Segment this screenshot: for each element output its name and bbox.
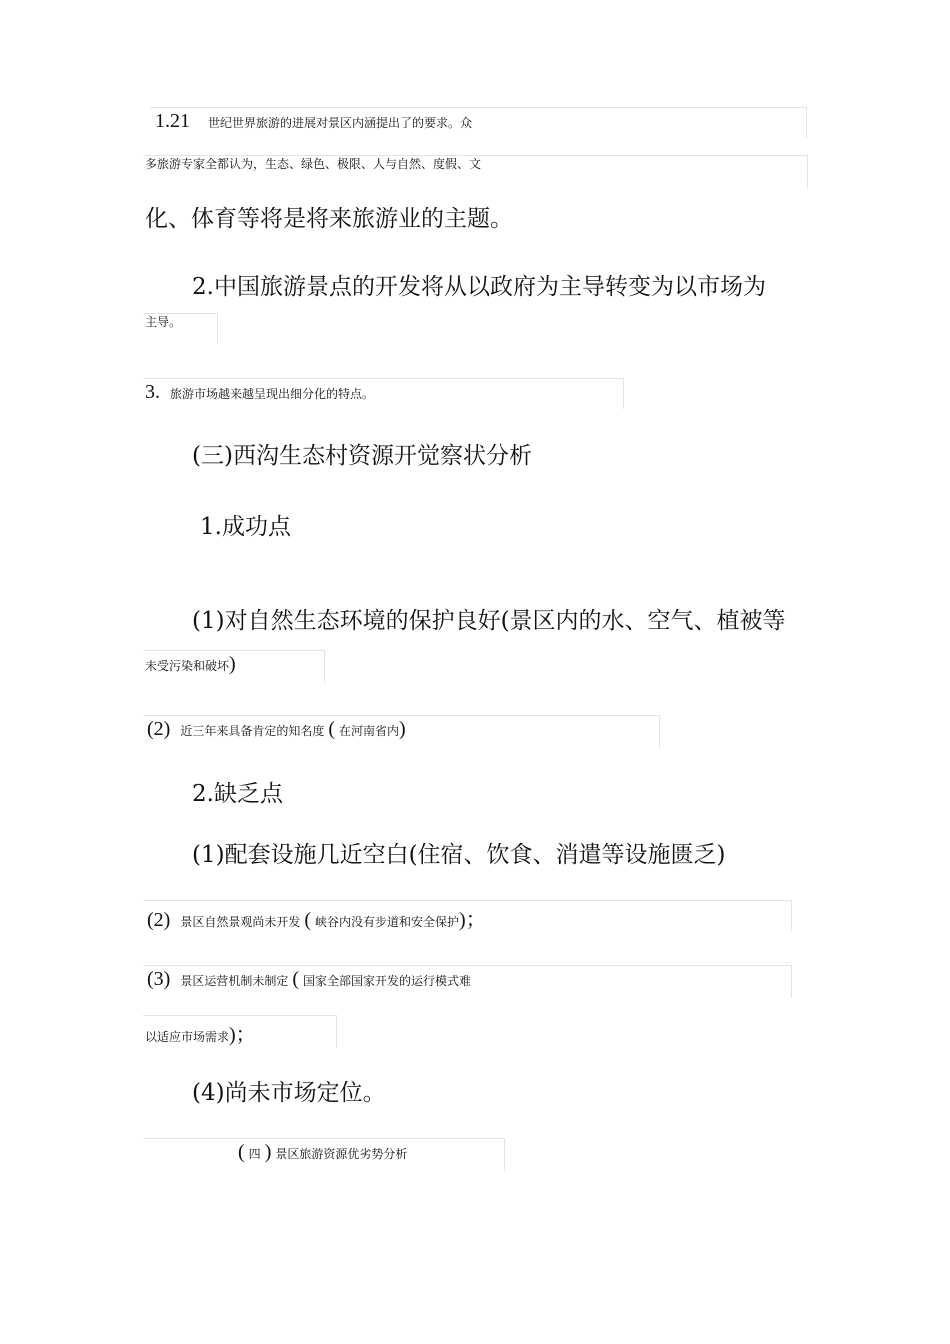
paren-text: 在河南省内 xyxy=(339,724,400,738)
list-item-5-continued xyxy=(145,1018,256,1047)
line-text: 未受污染和破坏 xyxy=(145,659,230,673)
list-item-1-continued xyxy=(145,653,236,676)
paragraph-line-5: 主导。 xyxy=(145,315,182,329)
close-paren: ) xyxy=(264,1141,272,1163)
list-item-2 xyxy=(147,718,406,741)
paren-text: 国家全部国家开发的运行模式难 xyxy=(303,974,472,988)
close-paren: ) xyxy=(229,653,236,675)
line-text: 景区运营机制未制定 xyxy=(180,974,289,988)
paren-text: 峡谷内没有步道和安全保护 xyxy=(315,915,460,929)
item-number: (2) xyxy=(147,718,171,740)
list-item-1: (1)对自然生态环境的保护良好(景区内的水、空气、植被等 xyxy=(192,608,786,634)
item-number: (3) xyxy=(147,968,171,990)
close-paren: ) xyxy=(399,718,406,740)
list-item-5 xyxy=(147,968,471,991)
subsection-heading-success: 1.成功点 xyxy=(200,514,291,540)
line-text: 景区自然景观尚未开发 xyxy=(180,915,301,929)
paragraph-line-1 xyxy=(155,110,472,133)
list-item-3: (1)配套设施几近空白(住宿、饮食、消遣等设施匮乏) xyxy=(192,842,726,868)
paragraph-line-3: 化、体育等将是将来旅游业的主题。 xyxy=(145,206,513,232)
line-text: 以适应市场需求 xyxy=(145,1030,230,1044)
item-number: 3. xyxy=(145,381,160,403)
line-text: 景区旅游资源优劣势分析 xyxy=(275,1147,408,1161)
list-item-4 xyxy=(147,903,486,932)
section-heading-4 xyxy=(238,1141,407,1164)
open-paren: ( xyxy=(292,968,300,990)
paragraph-line-6 xyxy=(145,381,374,404)
section-number: 四 xyxy=(248,1147,261,1161)
close-paren: )； xyxy=(229,1024,256,1046)
open-paren: ( xyxy=(304,909,312,931)
section-heading-3: (三)西沟生态村资源开觉察状分析 xyxy=(192,443,532,469)
list-item-6: (4)尚未市场定位。 xyxy=(192,1080,386,1106)
item-number: (2) xyxy=(147,909,171,931)
line-text: 近三年来具备肯定的知名度 xyxy=(180,724,325,738)
line-text: 世纪世界旅游的进展对景区内涵提出了的要求。众 xyxy=(208,116,473,130)
close-paren: )； xyxy=(459,909,486,931)
open-paren: ( xyxy=(238,1141,245,1163)
open-paren: ( xyxy=(328,718,336,740)
paragraph-line-4: 2.中国旅游景点的开发将从以政府为主导转变为以市场为 xyxy=(192,274,766,300)
paragraph-line-2: 多旅游专家全都认为，生态、绿色、极限、人与自然、度假、文 xyxy=(145,157,482,171)
item-number: 1.21 xyxy=(155,110,190,132)
subsection-heading-shortcomings: 2.缺乏点 xyxy=(192,781,283,807)
line-text: 旅游市场越来越呈现出细分化的特点。 xyxy=(170,387,375,401)
